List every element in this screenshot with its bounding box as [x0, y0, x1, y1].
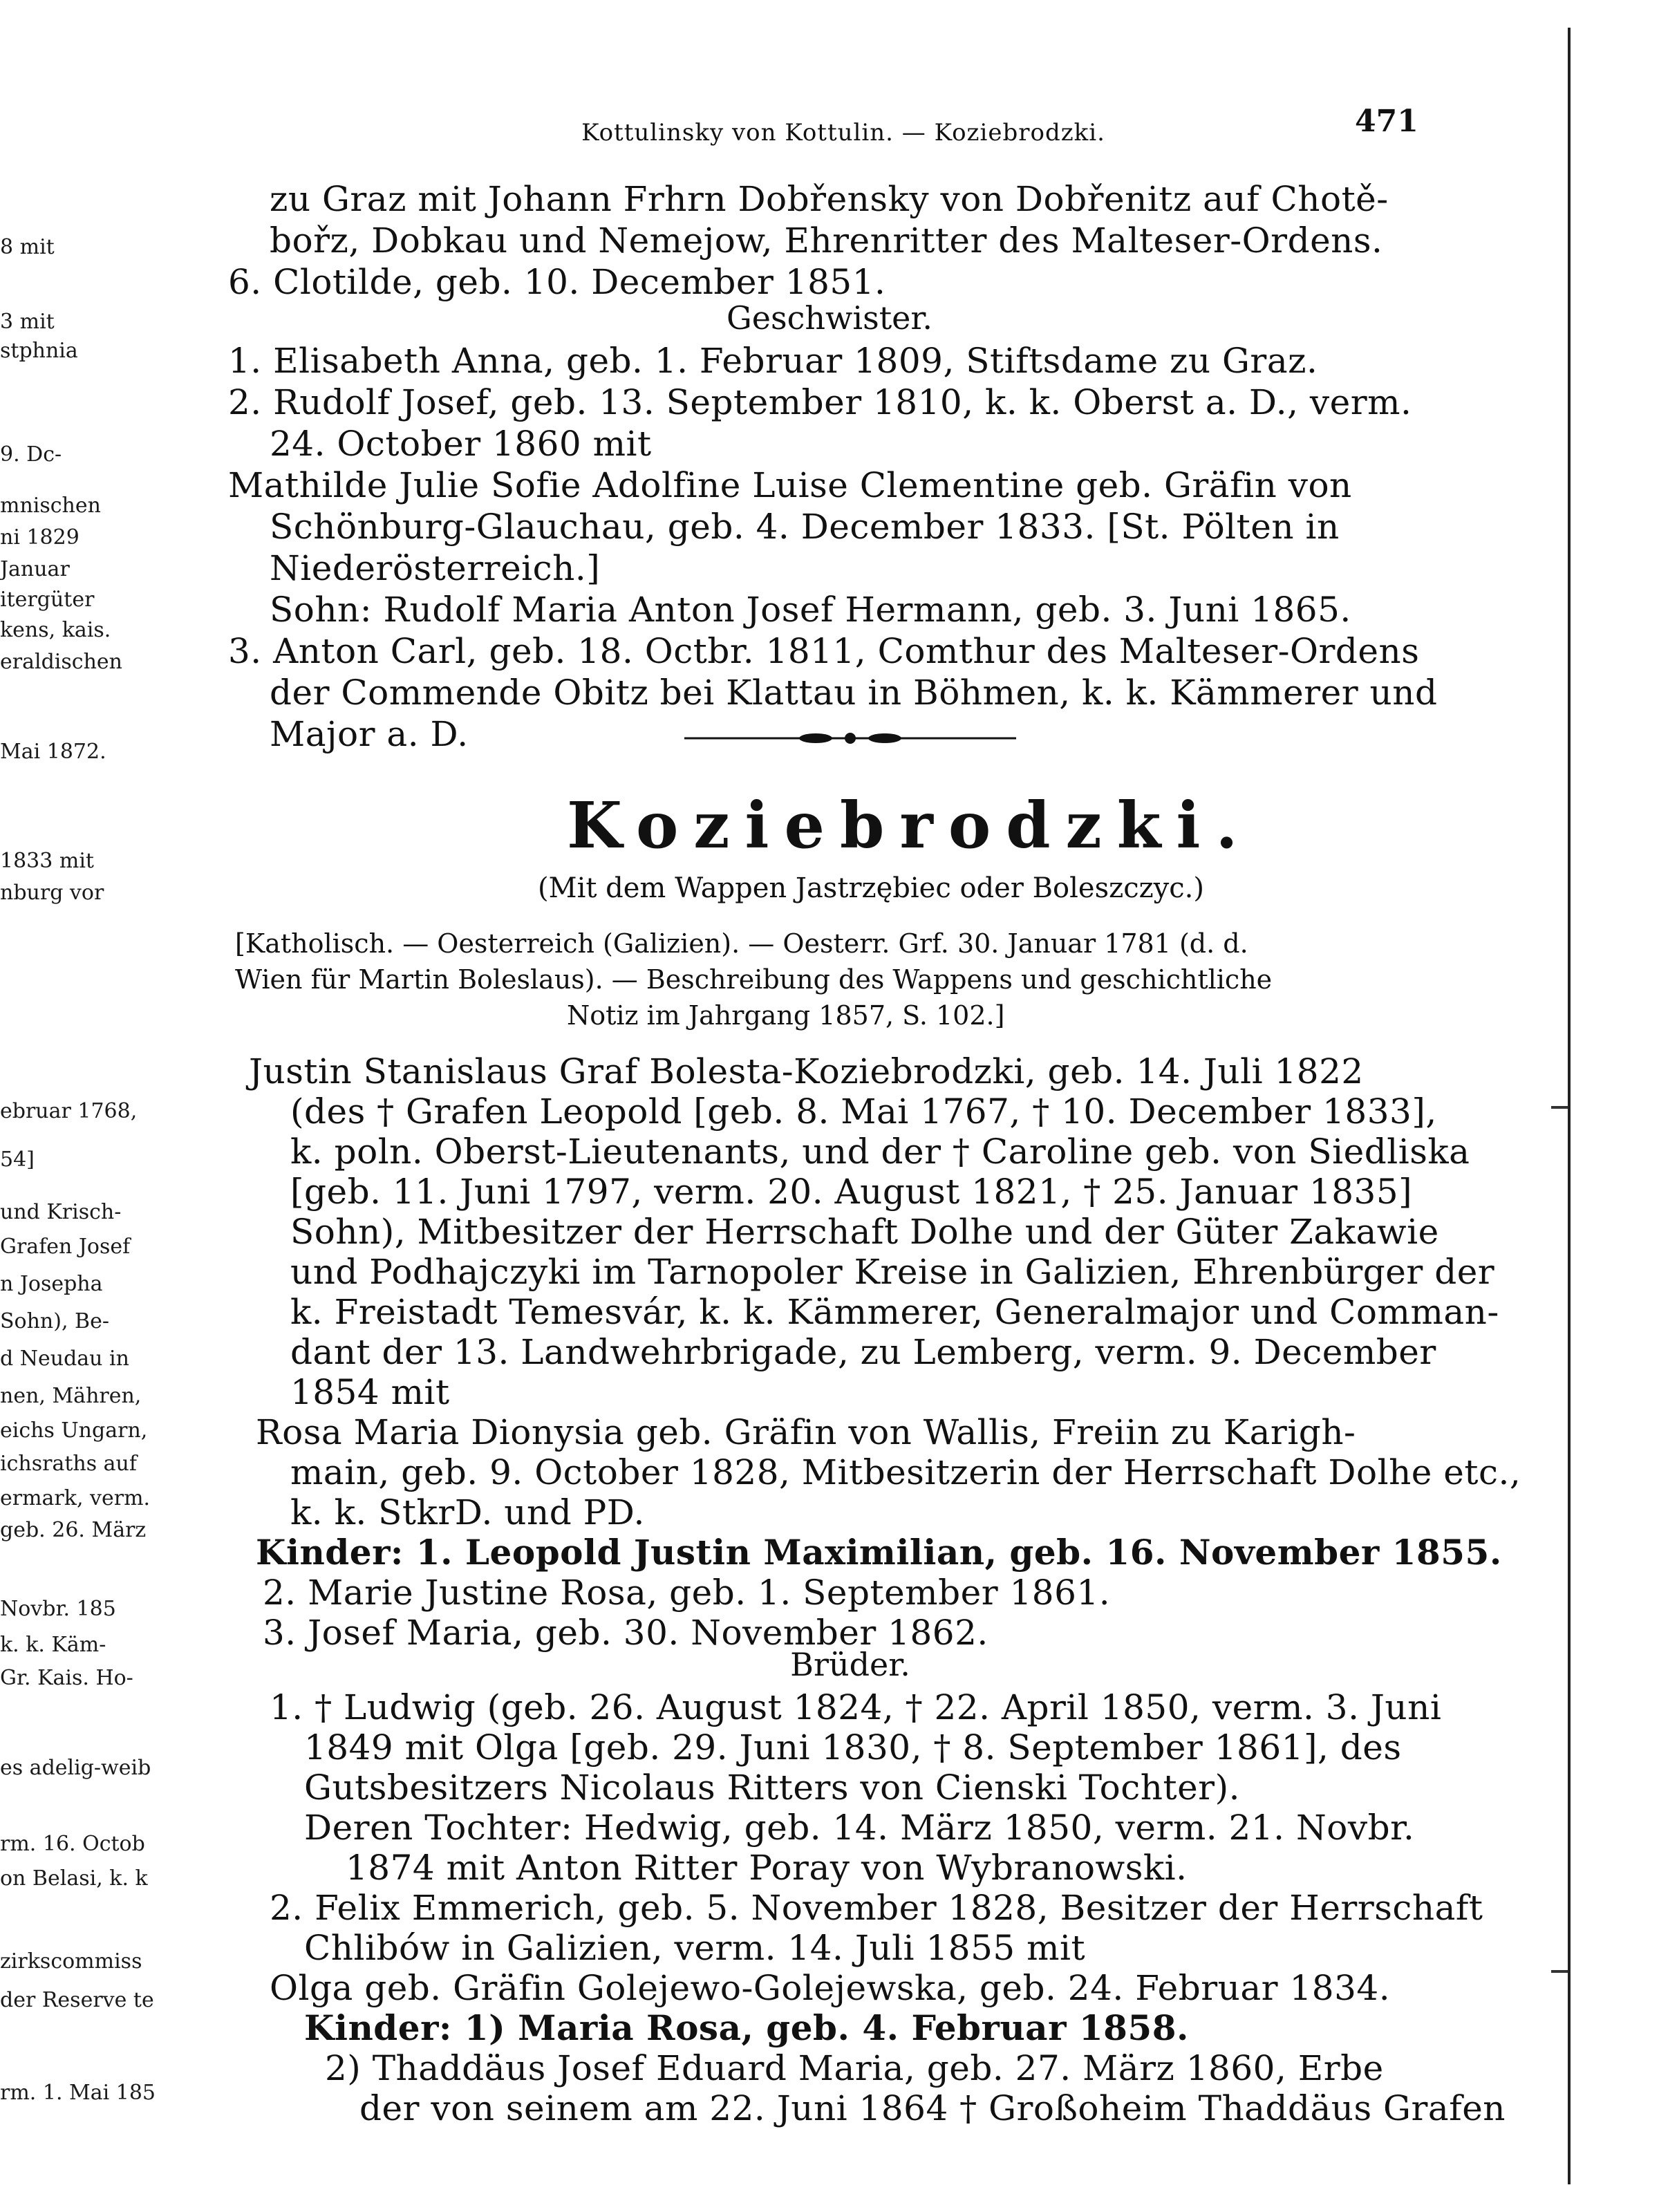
margin-fragment: 8 mit: [0, 235, 55, 259]
text-line: [geb. 11. Juni 1797, verm. 20. August 1821, † 25. Januar 1835]: [290, 1172, 1413, 1212]
margin-fragment: eraldischen: [0, 650, 122, 674]
text-line: (des † Grafen Leopold [geb. 8. Mai 1767, † 10. December 1833],: [290, 1091, 1437, 1132]
text-line: 2. Marie Justine Rosa, geb. 1. September 1861.: [263, 1573, 1111, 1613]
margin-fragment: Gr. Kais. Ho-: [0, 1666, 133, 1690]
margin-fragment: und Krisch-: [0, 1200, 122, 1224]
text-line: Gutsbesitzers Nicolaus Ritters von Cienski Tochter).: [304, 1768, 1240, 1808]
running-head: Kottulinsky von Kottulin. — Koziebrodzki.: [581, 119, 1105, 147]
text-line: k. k. StkrD. und PD.: [290, 1492, 645, 1533]
binding-edge-mark: [1551, 1970, 1568, 1973]
text-line: dant der 13. Landwehrbrigade, zu Lemberg, verm. 9. December: [290, 1332, 1436, 1372]
margin-fragment: ermark, verm.: [0, 1486, 151, 1510]
margin-fragment: geb. 26. März: [0, 1518, 147, 1542]
text-line: Olga geb. Gräfin Golejewo-Golejewska, geb. 24. Februar 1834.: [270, 1968, 1391, 2008]
article-subtitle: (Mit dem Wappen Jastrzębiec oder Boleszczyc.): [538, 872, 1204, 904]
margin-fragment: Mai 1872.: [0, 740, 106, 764]
margin-fragment: d Neudau in: [0, 1347, 129, 1371]
margin-fragment: Sohn), Be-: [0, 1309, 109, 1333]
text-line: Rosa Maria Dionysia geb. Gräfin von Wallis, Freiin zu Karigh-: [256, 1412, 1356, 1452]
margin-fragment: ebruar 1768,: [0, 1099, 138, 1123]
margin-fragment: 9. Dc-: [0, 442, 62, 467]
note-line: Notiz im Jahrgang 1857, S. 102.]: [567, 1000, 1005, 1031]
margin-fragment: ichsraths auf: [0, 1452, 137, 1476]
text-line: 1874 mit Anton Ritter Poray von Wybranowski.: [346, 1848, 1188, 1888]
text-line: 2. Felix Emmerich, geb. 5. November 1828, Besitzer der Herrschaft: [270, 1888, 1483, 1928]
text-line: Justin Stanislaus Graf Bolesta-Koziebrodzki, geb. 14. Juli 1822: [249, 1051, 1364, 1091]
text-line: 1849 mit Olga [geb. 29. Juni 1830, † 8. September 1861], des: [304, 1727, 1402, 1768]
margin-fragment: Novbr. 185: [0, 1597, 116, 1621]
text-line: Sohn: Rudolf Maria Anton Josef Hermann, geb. 3. Juni 1865.: [270, 590, 1351, 630]
text-line: 1. † Ludwig (geb. 26. August 1824, † 22. April 1850, verm. 3. Juni: [270, 1687, 1442, 1727]
margin-fragment: stphnia: [0, 339, 78, 363]
text-line: Mathilde Julie Sofie Adolfine Luise Clementine geb. Gräfin von: [228, 465, 1352, 505]
margin-fragment: on Belasi, k. k: [0, 1866, 148, 1891]
section-heading-siblings: Geschwister.: [727, 299, 932, 337]
margin-fragment: 1833 mit: [0, 849, 94, 873]
text-line: 1854 mit: [290, 1372, 450, 1412]
text-line: Major a. D.: [270, 714, 469, 754]
page-number: 471: [1355, 104, 1418, 139]
margin-fragment: nburg vor: [0, 881, 104, 905]
text-line: Schönburg-Glauchau, geb. 4. December 1833. [St. Pölten in: [270, 507, 1340, 547]
text-line: 3. Anton Carl, geb. 18. Octbr. 1811, Comthur des Malteser-Ordens: [228, 631, 1420, 671]
binding-edge-line: [1568, 28, 1571, 2184]
article-title: Koziebrodzki.: [567, 788, 1253, 863]
note-line: [Katholisch. — Oesterreich (Galizien). — Oesterr. Grf. 30. Januar 1781 (d. d.: [235, 928, 1248, 959]
margin-fragment: k. k. Käm-: [0, 1633, 106, 1657]
text-line: Chlibów in Galizien, verm. 14. Juli 1855 mit: [304, 1928, 1086, 1968]
margin-fragment: ni 1829: [0, 525, 79, 550]
text-line: k. poln. Oberst-Lieutenants, und der † Caroline geb. von Siedliska: [290, 1132, 1470, 1172]
margin-fragment: eichs Ungarn,: [0, 1418, 148, 1443]
margin-fragment: Grafen Josef: [0, 1235, 131, 1259]
margin-fragment: 54]: [0, 1147, 35, 1172]
ornamental-divider: [684, 731, 1016, 745]
margin-fragment: nen, Mähren,: [0, 1384, 142, 1408]
text-line: 1. Elisabeth Anna, geb. 1. Februar 1809, Stiftsdame zu Graz.: [228, 341, 1318, 381]
text-line: Niederösterreich.]: [270, 548, 601, 588]
text-line: 3. Josef Maria, geb. 30. November 1862.: [263, 1613, 988, 1653]
section-heading-brothers: Brüder.: [790, 1646, 910, 1683]
margin-fragment: Januar: [0, 557, 70, 581]
text-line: 2. Rudolf Josef, geb. 13. September 1810, k. k. Oberst a. D., verm.: [228, 382, 1412, 422]
text-line: zu Graz mit Johann Frhrn Dobřensky von Dobřenitz auf Chotě-: [270, 179, 1389, 219]
margin-fragment: n Josepha: [0, 1272, 103, 1296]
binding-edge-mark: [1551, 1106, 1568, 1109]
text-line: Kinder: 1) Maria Rosa, geb. 4. Februar 1858.: [304, 2007, 1189, 2048]
note-line: Wien für Martin Boleslaus). — Beschreibung des Wappens und geschichtliche: [235, 964, 1273, 995]
margin-fragment: rm. 1. Mai 185: [0, 2081, 156, 2105]
margin-fragment: der Reserve te: [0, 1988, 154, 2012]
text-line: 2) Thaddäus Josef Eduard Maria, geb. 27. März 1860, Erbe: [325, 2048, 1384, 2088]
text-line: main, geb. 9. October 1828, Mitbesitzerin der Herrschaft Dolhe etc.,: [290, 1452, 1521, 1492]
margin-fragment: mnischen: [0, 494, 101, 518]
text-line: 24. October 1860 mit: [270, 424, 652, 464]
text-line: Kinder: 1. Leopold Justin Maximilian, geb. 16. November 1855.: [256, 1532, 1502, 1573]
text-line: und Podhajczyki im Tarnopoler Kreise in Galizien, Ehrenbürger der: [290, 1252, 1495, 1292]
margin-fragment: itergüter: [0, 588, 95, 612]
text-line: k. Freistadt Temesvár, k. k. Kämmerer, Generalmajor und Comman-: [290, 1292, 1499, 1332]
text-line: bořz, Dobkau und Nemejow, Ehrenritter des Malteser-Ordens.: [270, 221, 1383, 261]
margin-fragment: es adelig-weib: [0, 1756, 151, 1780]
text-line: Deren Tochter: Hedwig, geb. 14. März 1850, verm. 21. Novbr.: [304, 1808, 1415, 1848]
text-line: 6. Clotilde, geb. 10. December 1851.: [228, 262, 886, 302]
margin-fragment: kens, kais.: [0, 618, 111, 642]
margin-fragment: rm. 16. Octob: [0, 1832, 145, 1856]
margin-fragment: zirkscommiss: [0, 1949, 142, 1974]
text-line: der Commende Obitz bei Klattau in Böhmen, k. k. Kämmerer und: [270, 673, 1438, 713]
text-line: Sohn), Mitbesitzer der Herrschaft Dolhe und der Güter Zakawie: [290, 1212, 1439, 1252]
text-line: der von seinem am 22. Juni 1864 † Großoheim Thaddäus Grafen: [359, 2088, 1506, 2128]
margin-fragment: 3 mit: [0, 310, 55, 334]
